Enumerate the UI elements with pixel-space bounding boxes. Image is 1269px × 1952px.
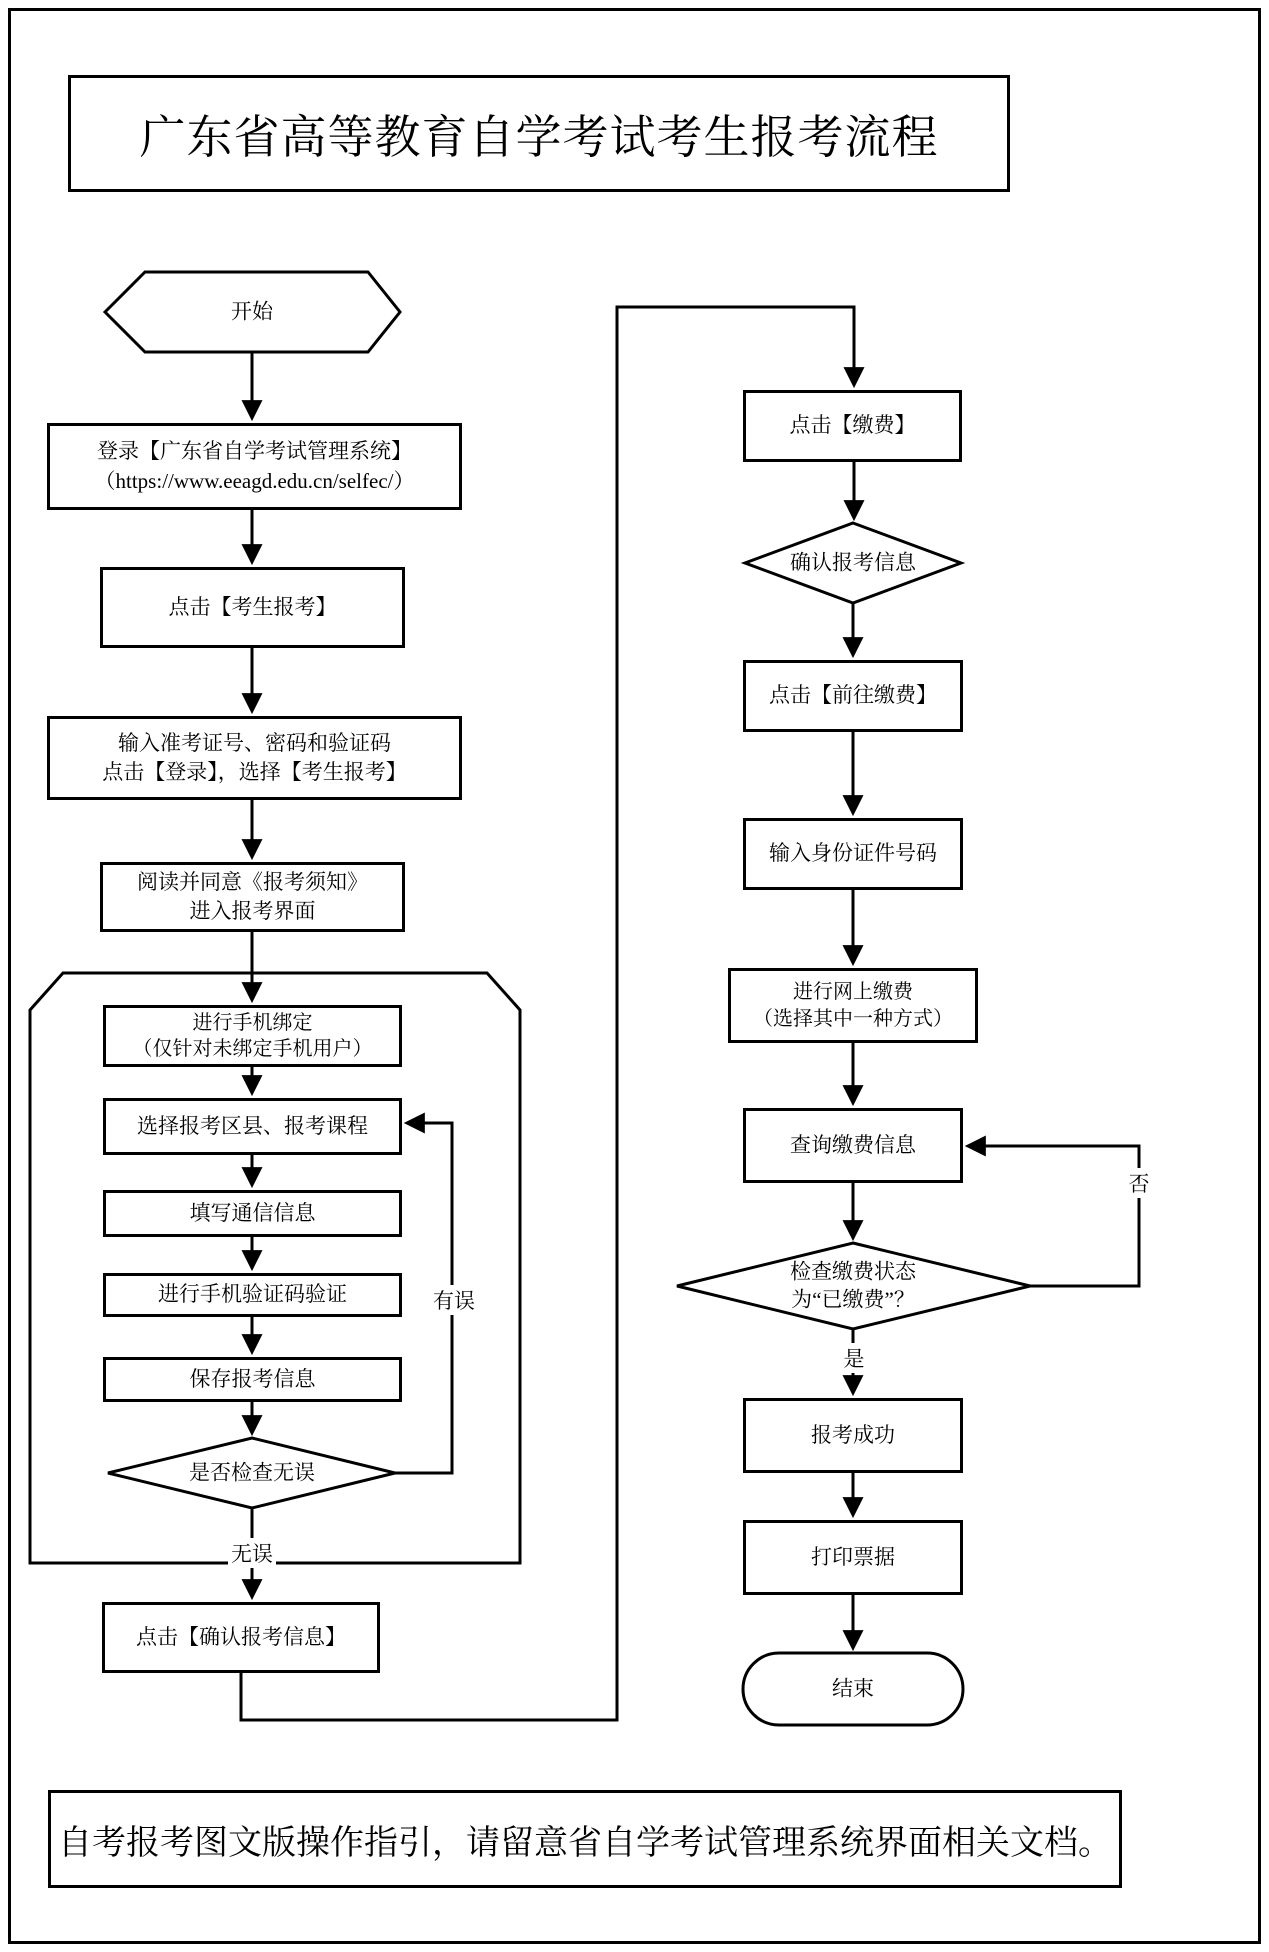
page-title: 广东省高等教育自学考试考生报考流程 [139,111,939,163]
step-click-register [100,567,405,648]
decision-check-ok-label: 是否检查无误 [189,1460,315,1485]
step-fill-contact-label: 填写通信信息 [189,1200,316,1225]
step-print-receipt [743,1520,963,1595]
step-click-pay-label: 点击【缴费】 [789,413,916,438]
step-print-receipt-label: 打印票据 [811,1544,895,1569]
step-input-credentials-line2: 点击【登录】，选择【考生报考】 [102,760,407,784]
step-read-notice-line2: 进入报考界面 [189,899,316,923]
step-save-info-label: 保存报考信息 [189,1366,316,1391]
step-confirm-info-label: 点击【确认报考信息】 [136,1624,346,1649]
step-online-pay-line2: （选择其中一种方式） [753,1007,953,1030]
step-online-pay-line1: 进行网上缴费 [793,980,913,1003]
step-verify-sms [103,1273,402,1317]
step-input-credentials-line1: 输入准考证号、密码和验证码 [118,730,391,755]
footer-note-box [48,1790,1122,1888]
end-terminator-label: 结束 [832,1676,874,1701]
step-confirm-info [102,1602,380,1673]
edge-no-loop [968,1146,1139,1286]
step-query-payment-label: 查询缴费信息 [790,1132,916,1157]
step-bind-phone-line1: 进行手机绑定 [192,1012,313,1034]
step-success [743,1398,963,1473]
edge-label-error: 有误 [430,1285,478,1315]
step-success-label: 报考成功 [811,1422,895,1447]
step-login-system [47,423,462,510]
step-login-line2: （https://www.eeagd.edu.cn/selfec/） [94,468,415,493]
step-goto-pay [743,660,963,732]
step-click-pay [743,390,962,462]
decision-payment-status-label [790,1258,916,1315]
footer-note: 自考报考图文版操作指引，请留意省自学考试管理系统界面相关文档。 [58,1824,1112,1862]
title-box [68,75,1010,192]
step-bind-phone-line2: （仅针对未绑定手机用户） [132,1038,373,1060]
step-goto-pay-label: 点击【前往缴费】 [769,683,937,708]
step-read-notice [100,862,405,932]
decision-payment-status-line2: 为“已缴费”？ [791,1288,915,1312]
step-save-info [103,1357,402,1402]
step-input-id [743,818,963,890]
step-select-courses-label: 选择报考区县、报考课程 [137,1113,368,1138]
edge-label-no-error: 无误 [228,1538,276,1568]
step-online-pay [728,968,978,1043]
step-query-payment [743,1108,963,1183]
step-read-notice-line1: 阅读并同意《报考须知》 [137,869,368,894]
decision-payment-status-line1: 检查缴费状态 [790,1259,916,1284]
step-login-line1: 登录【广东省自学考试管理系统】 [97,439,412,464]
step-click-register-label: 点击【考生报考】 [168,594,337,619]
edge-label-yes: 是 [841,1343,868,1373]
step-bind-phone [103,1005,402,1067]
step-input-id-label: 输入身份证件号码 [769,841,937,866]
step-input-credentials [47,716,462,800]
step-select-courses [103,1098,402,1155]
step-fill-contact [103,1190,402,1237]
decision-confirm-info-label: 确认报考信息 [790,550,916,575]
edge-label-no: 否 [1126,1168,1153,1198]
step-verify-sms-label: 进行手机验证码验证 [158,1282,347,1307]
start-terminator-label: 开始 [231,299,273,324]
